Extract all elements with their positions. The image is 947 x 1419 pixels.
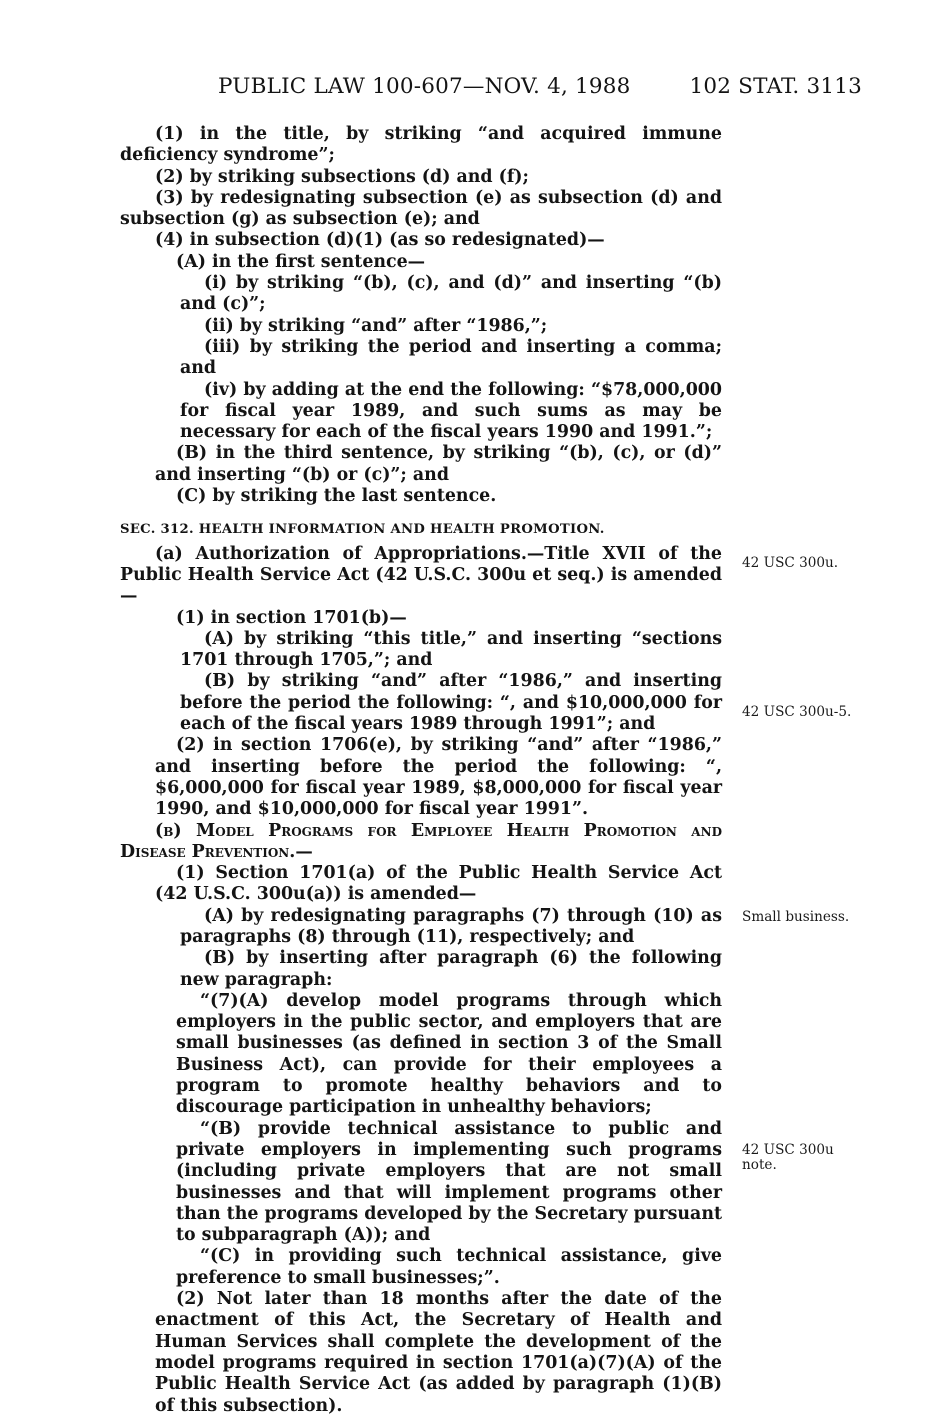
clause-4-a-iv: (iv) by adding at the end the following: “$78,000,000 for fiscal year 1989, and such sums as may be necessary for each of the fiscal years 1990 and 1991.”; <box>180 379 722 443</box>
clause-4: (4) in subsection (d)(1) (as so redesignated)— <box>155 230 605 251</box>
sidenote-300u: 42 USC 300u. <box>742 555 839 571</box>
subsection-b-1-a: (A) by redesignating paragraphs (7) through (10) as paragraphs (8) through (11), respectively; and <box>180 905 722 947</box>
clause-4-b: (B) in the third sentence, by striking “(b), (c), or (d)” and inserting “(b) or (c)”; and <box>155 443 722 485</box>
clause-4-a-ii: (ii) by striking “and” after “1986,”; <box>204 315 548 336</box>
subsection-b-1-b: (B) by inserting after paragraph (6) the following new paragraph: <box>180 948 722 990</box>
section-heading: SEC. 312. HEALTH INFORMATION AND HEALTH PROMOTION. <box>120 522 605 538</box>
clause-1-title: (1) in the title, by striking “and acquired immune deficiency syndrome”; <box>120 124 722 166</box>
sidenote-small-business: Small business. <box>742 909 850 925</box>
subsection-a: (a) Authorization of Appropriations.—Title XVII of the Public Health Service Act (42 U.S.C. 300u et seq.) is amended— <box>120 543 722 607</box>
subsection-b-2: (2) Not later than 18 months after the date of the enactment of this Act, the Secretary of Health and Human Services shall complete the development of the model programs required in section 1701(a)(7)(A) of the Public Health Service Act (as added by paragraph (1)(B) of this subsection). <box>155 1289 722 1416</box>
quoted-paragraph-7a: “(7)(A) develop model programs through which employers in the public sector, and employers that are small businesses (as defined in section 3 of the Small Business Act), can provide for their employees a program to promote healthy behaviors and to discourage participation in unhealthy behaviors; <box>176 990 722 1118</box>
sidenote-300u-note: 42 USC 300u note. <box>742 1142 834 1173</box>
subsection-b-1: (1) Section 1701(a) of the Public Health Service Act (42 U.S.C. 300u(a)) is amended— <box>155 863 722 905</box>
sidenote-300u-5: 42 USC 300u-5. <box>742 704 852 720</box>
quoted-paragraph-7c: “(C) in providing such technical assistance, give preference to small businesses;”. <box>176 1246 722 1288</box>
subsection-a-1: (1) in section 1701(b)— <box>176 607 407 628</box>
page-header <box>120 74 862 104</box>
quoted-paragraph-7b: “(B) provide technical assistance to public and private employers in implementing such programs (including private employers that are not small businesses and that will implement programs other than the programs developed by the Secretary pursuant to subparagraph (A)); and <box>176 1118 722 1246</box>
clause-4-c: (C) by striking the last sentence. <box>176 486 497 507</box>
subsection-b: (b) Model Programs for Employee Health Promotion and Disease Prevention.— <box>120 820 722 862</box>
clause-3: (3) by redesignating subsection (e) as subsection (d) and subsection (g) as subsection (e); and <box>120 187 722 230</box>
clause-4-a-i: (i) by striking “(b), (c), and (d)” and inserting “(b) and (c)”; <box>180 273 722 315</box>
clause-2: (2) by striking subsections (d) and (f); <box>155 166 529 187</box>
stat-page-number: 102 STAT. 3113 <box>689 74 862 99</box>
subsection-a-1-b: (B) by striking “and” after “1986,” and inserting before the period the following: “, and $10,000,000 for each of the fiscal years 1989 through 1991”; and <box>180 671 722 735</box>
body-text <box>120 124 722 1417</box>
running-title: PUBLIC LAW 100-607—NOV. 4, 1988 <box>218 74 631 99</box>
clause-4-a: (A) in the first sentence— <box>176 251 426 272</box>
clause-4-a-iii: (iii) by striking the period and inserting a comma; and <box>180 336 722 379</box>
subsection-a-1-a: (A) by striking “this title,” and inserting “sections 1701 through 1705,”; and <box>180 628 722 671</box>
subsection-a-2: (2) in section 1706(e), by striking “and” after “1986,” and inserting before the period the following: “, $6,000,000 for fiscal year 1989, $8,000,000 for fiscal year 1990, and $10,000,000 for fiscal year 1991”. <box>155 735 722 820</box>
